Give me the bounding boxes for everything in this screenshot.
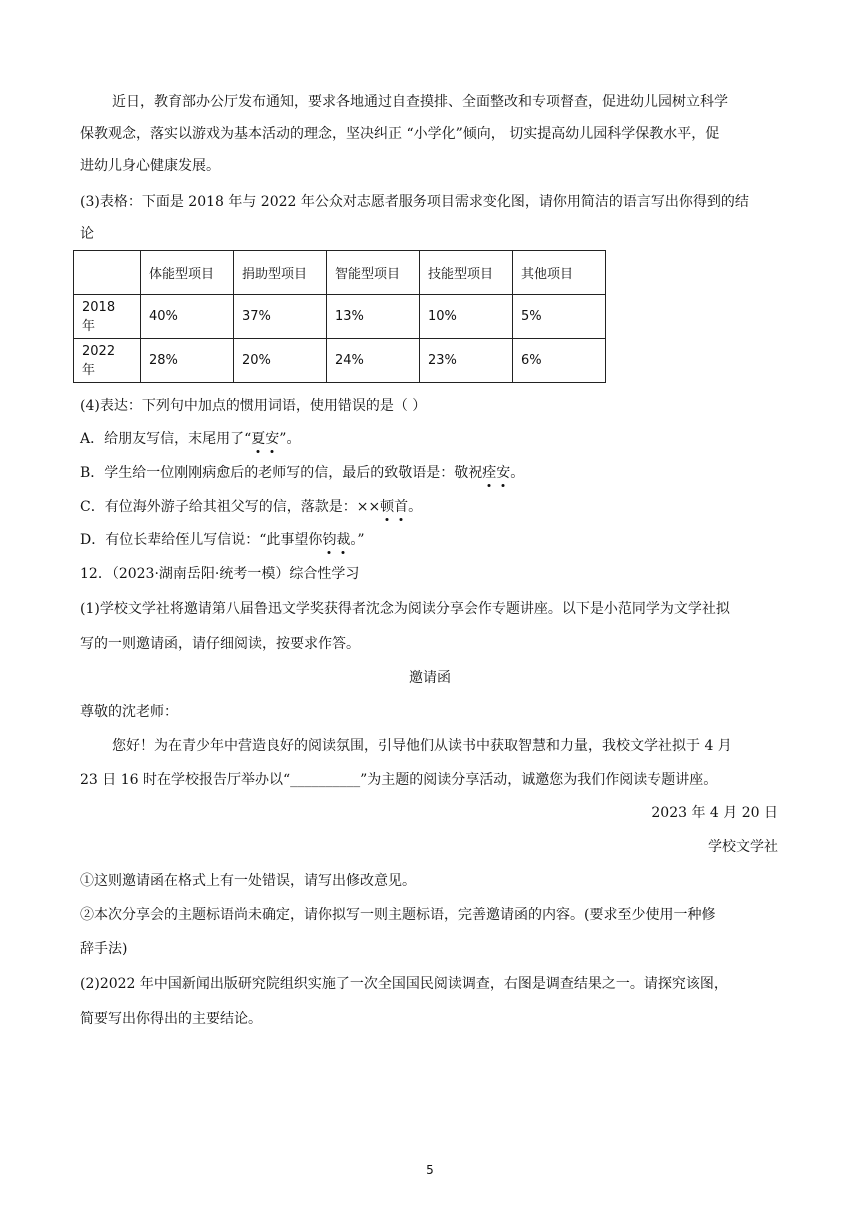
- dotted-character: 夏: [251, 431, 266, 447]
- table-header-cell: 技能型项目: [420, 251, 513, 295]
- table-header-row: [74, 251, 606, 295]
- option-text: C．有位海外游子给其祖父写的信，落款是：××: [80, 499, 381, 515]
- invitation-signature: 学校文学社: [708, 839, 778, 855]
- intro-paragraph-line-3: 进幼儿身心健康发展。: [80, 158, 220, 174]
- intro-paragraph-line-1: 近日，教育部办公厅发布通知，要求各地通过自查摸排、全面整改和专项督查，促进幼儿园树立科学: [112, 94, 728, 110]
- table-cell: 20%: [234, 339, 327, 383]
- table-cell: 23%: [420, 339, 513, 383]
- table-cell: 24%: [327, 339, 420, 383]
- question-12-part-1-line-1: (1)学校文学社将邀请第八届鲁迅文学奖获得者沈念为阅读分享会作专题讲座。以下是小范同学为文学社拟: [80, 601, 730, 617]
- invitation-date: 2023 年 4 月 20 日: [651, 805, 778, 821]
- table-header-cell: 体能型项目: [141, 251, 234, 295]
- table-cell: 13%: [327, 295, 420, 339]
- dotted-character: 顿: [380, 499, 395, 515]
- option-text: ”。: [279, 431, 301, 447]
- question-3-line-2: 论: [80, 226, 94, 242]
- dotted-character: 裁: [336, 532, 351, 548]
- part-2-line-1: (2)2022 年中国新闻出版研究院组织实施了一次全国国民阅读调查，右图是调查结果之一。请探究该图，: [80, 976, 728, 992]
- table-header-cell: 捐助型项目: [234, 251, 327, 295]
- question-4-option-a: [80, 429, 300, 449]
- option-text: A．给朋友写信，末尾用了“: [80, 431, 252, 447]
- dotted-character: 安: [496, 465, 511, 481]
- table-cell: 40%: [141, 295, 234, 339]
- invitation-title: 邀请函: [409, 670, 451, 686]
- dotted-character: 安: [265, 431, 280, 447]
- question-3-line-1: (3)表格：下面是 2018 年与 2022 年公众对志愿者服务项目需求变化图，请你用简洁的语言写出你得到的结: [80, 194, 749, 210]
- table-row: [74, 295, 606, 339]
- task-2-line-1: ②本次分享会的主题标语尚未确定，请你拟写一则主题标语，完善邀请函的内容。(要求至少使用一种修: [80, 907, 716, 923]
- dotted-character: 痊: [482, 465, 497, 481]
- invitation-salutation: 尊敬的沈老师：: [80, 704, 178, 720]
- question-4-option-c: [80, 497, 422, 517]
- table-row: [74, 339, 606, 383]
- invitation-body-line-2: 23 日 16 时在学校报告厅举办以“__________”为主题的阅读分享活动，诚邀您为我们作阅读专题讲座。: [80, 772, 718, 788]
- option-text: 。: [510, 465, 525, 481]
- page-number: 5: [426, 1163, 434, 1177]
- question-12-part-1-line-2: 写的一则邀请函，请仔细阅读，按要求作答。: [80, 636, 360, 652]
- table-cell: 6%: [513, 339, 606, 383]
- intro-paragraph-line-2: 保教观念，落实以游戏为基本活动的理念，坚决纠正 “小学化”倾向， 切实提高幼儿园科学保教水平，促: [80, 126, 720, 142]
- dotted-character: 钧: [322, 532, 337, 548]
- table-cell: 5%: [513, 295, 606, 339]
- option-text: D．有位长辈给侄儿写信说：“此事望你: [80, 532, 323, 548]
- option-text: 。”: [350, 532, 365, 548]
- invitation-body-line-1: 您好！为在青少年中营造良好的阅读氛围，引导他们从读书中获取智慧和力量，我校文学社拟于 4 月: [112, 738, 732, 754]
- table-cell: 37%: [234, 295, 327, 339]
- table-cell: 2022 年: [74, 339, 141, 383]
- question-4-option-b: [80, 463, 524, 483]
- option-text: B．学生给一位刚刚病愈后的老师写的信，最后的致敬语是：敬祝: [80, 465, 483, 481]
- option-text: 。: [408, 499, 423, 515]
- table-cell: 10%: [420, 295, 513, 339]
- question-12-heading: 12．（2023·湖南岳阳·统考一模）综合性学习: [80, 566, 360, 582]
- volunteer-demand-table: [73, 250, 606, 383]
- task-2-line-2: 辞手法): [80, 941, 128, 957]
- dotted-character: 首: [394, 499, 409, 515]
- table-header-cell: 智能型项目: [327, 251, 420, 295]
- table-header-cell: [74, 251, 141, 295]
- table-header-cell: 其他项目: [513, 251, 606, 295]
- part-2-line-2: 简要写出你得出的主要结论。: [80, 1011, 262, 1027]
- question-4-stem: (4)表达：下列句中加点的惯用词语，使用错误的是（ ）: [80, 398, 427, 414]
- question-4-option-d: [80, 530, 365, 550]
- table-cell: 2018 年: [74, 295, 141, 339]
- task-1: ①这则邀请函在格式上有一处错误，请写出修改意见。: [80, 873, 416, 889]
- table-cell: 28%: [141, 339, 234, 383]
